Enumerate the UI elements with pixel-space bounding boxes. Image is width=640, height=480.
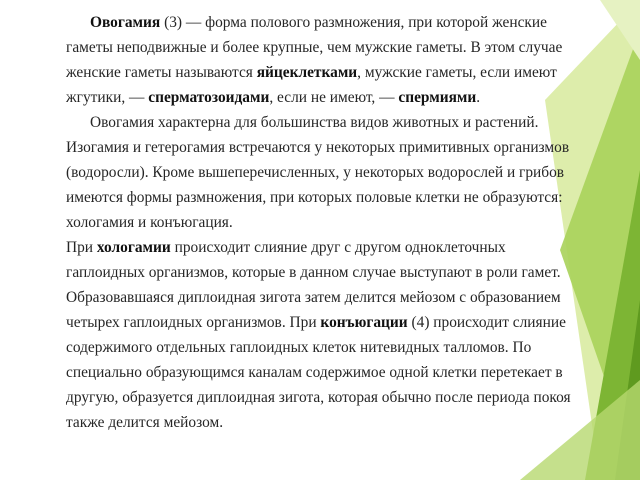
paragraph-ovogamy <box>66 10 582 110</box>
text-run: При <box>66 239 97 256</box>
term-ovogamy: Овогамия <box>90 14 161 31</box>
term-spermatozoa: сперматозоидами <box>148 89 270 106</box>
text-run: . <box>476 89 481 106</box>
text-run: (4) происходит слияние содержимого отдельных гаплоидных клеток нитевидных талломов. По специально образующимся каналам содержимое одной клетки перетекает в другую, образуется диплоидная зигота, которая обычно после периода покоя также делится мейозом. <box>66 314 571 431</box>
paragraph-ovogamy-distribution <box>66 110 582 235</box>
paragraph-hologamy-conjugation <box>66 235 582 435</box>
text-run: , если не имеют, — <box>269 89 399 106</box>
term-spermia: спермиями <box>398 89 477 106</box>
term-egg-cells: яйцеклетками <box>256 64 358 81</box>
text-run: (3) — форма полового размножения, при которой женские гаметы неподвижные и более крупные, чем мужские гаметы. В этом случае женские гаметы называются <box>66 14 563 81</box>
text-run: , мужские гаметы, если имеют жгутики, — <box>66 64 557 106</box>
term-hologamy: хологамии <box>96 239 171 256</box>
text-run: происходит слияние друг с другом одноклеточных гаплоидных организмов, которые в данном случае выступают в роли гамет. Образовавшаяся диплоидная зигота затем делится мейозом с образованием четырех гаплоидных организмов. При <box>66 239 561 331</box>
text-run: Овогамия характерна для большинства видов животных и растений. Изогамия и гетерогамия встречаются у некоторых примитивных организмов (водоросли). Кроме вышеперечисленных, у некоторых водорослей и грибов имеются формы размножения, при которых половые клетки не образуются: хологамия и конъюгация. <box>66 114 570 231</box>
text-block <box>66 10 582 435</box>
term-conjugation: конъюгации <box>320 314 408 331</box>
